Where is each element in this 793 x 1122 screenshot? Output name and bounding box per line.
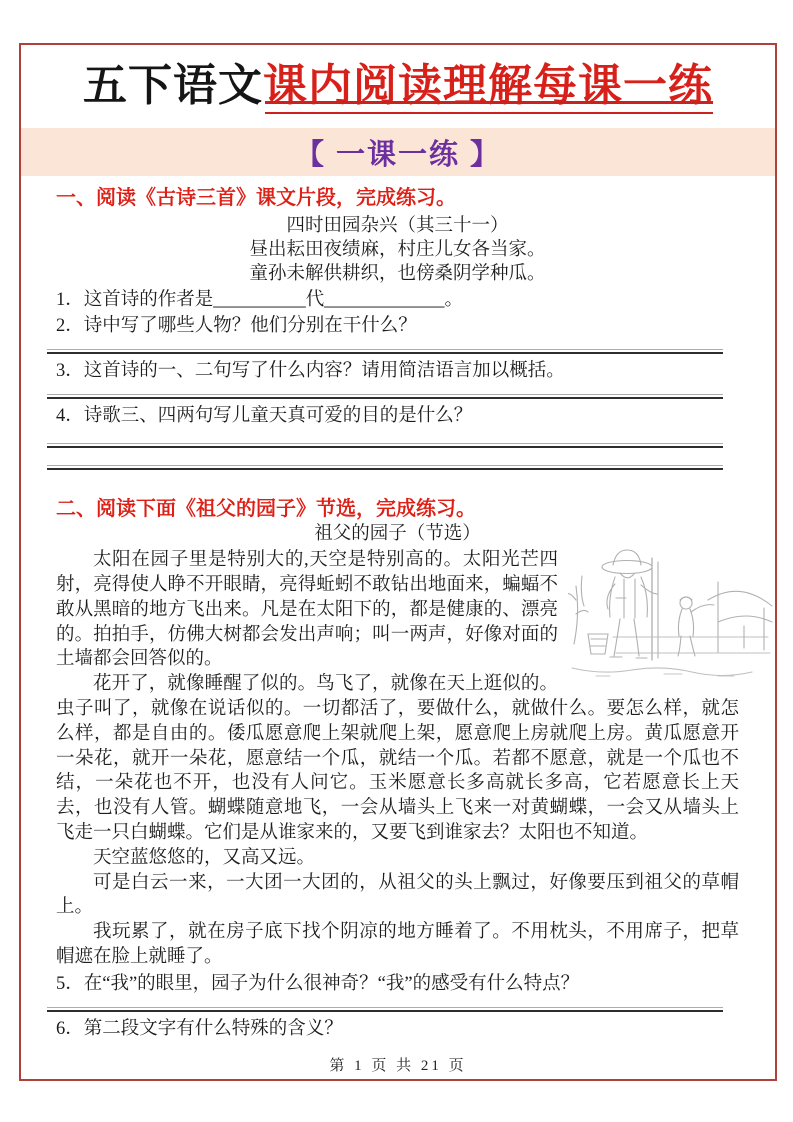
answer-line [47,443,723,448]
passage-paragraph: 我玩累了，就在房子底下找个阴凉的地方睡着了。不用枕头，不用席子，把草帽遮在脸上就睡了。 [56,922,739,967]
banner-label: 【 一课一练 】 [294,138,502,171]
worksheet-content [21,185,775,1041]
page-title-red-part: 课内阅读理解每课一练 [263,61,713,110]
answer-line [47,349,723,354]
passage-paragraph: 可是白云一来，一大团一大团的，从祖父的头上飘过，好像要压到祖父的草帽上。 [56,872,739,918]
question-2: 2．诗中写了哪些人物？他们分别在干什么？ [56,316,417,337]
passage-subtitle: 祖父的园子（节选） [314,524,481,545]
answer-line [47,465,723,470]
passage-paragraph: 花开了，就像睡醒了似的。鸟飞了，就像在天上逛似的。虫子叫了，就像在说话似的。一切都活了，要做什么，就做什么。要怎么样，就怎么样，都是自由的。倭瓜愿意爬上架就爬上架，愿意爬上房就爬上房。黄瓜愿意开一朵花，就开一朵花，愿意结一个瓜，就结一个瓜。若都不愿意，就是一个瓜也不结，一朵花也不开，也没有人问它。玉米愿意长多高就长多高，它若愿意长上天去，也没有人管。蝴蝶随意地飞，一会从墙头上飞来一对黄蝴蝶，一会又从墙头上飞走一只白蝴蝶。它们是从谁家来的，又要飞到谁家去？太阳也不知道。 [56,674,739,843]
grandfather-child-sketch-icon [568,540,773,682]
answer-line [47,1007,723,1012]
page-title-black-part: 五下语文 [83,61,263,110]
question-6: 6．第二段文字有什么特殊的含义？ [56,1018,343,1039]
question-5: 5．在“我”的眼里，园子为什么很神奇？“我”的感受有什么特点？ [56,973,580,994]
question-3: 3．这首诗的一、二句写了什么内容？请用简洁语言加以概括。 [56,361,565,382]
section1-heading: 一、阅读《古诗三首》课文片段，完成练习。 [56,187,456,210]
section2-heading: 二、阅读下面《祖父的园子》节选，完成练习。 [56,498,476,521]
garden-illustration [568,540,773,682]
poem-line: 昼出耘田夜绩麻，村庄儿女各当家。 [249,240,546,261]
poem-line: 童孙未解供耕织，也傍桑阴学种瓜。 [249,264,546,285]
passage-text [56,548,739,970]
page-title [21,57,775,114]
lesson-practice-banner [21,128,775,176]
question-4: 4．诗歌三、四两句写儿童天真可爱的目的是什么？ [56,406,473,427]
question-1: 1．这首诗的作者是__________代_____________。 [56,290,464,311]
passage-paragraph: 太阳在园子里是特别大的,天空是特别高的。太阳光芒四射，亮得使人睁不开眼睛，亮得蚯蚓不敢钻出地面来，蝙蝠不敢从黑暗的地方飞出来。凡是在太阳下的，都是健康的、漂亮的。拍拍手，仿佛大树都会发出声响；叫一两声，好像对面的土墙都会回答似的。 [56,550,558,670]
page-border-frame [19,43,777,1081]
answer-line [47,394,723,399]
passage-paragraph: 天空蓝悠悠的，又高又远。 [93,847,316,868]
poem-title: 四时田园杂兴（其三十一） [286,216,509,237]
page-number-indicator: 第 1 页 共 21 页 [329,1058,467,1074]
